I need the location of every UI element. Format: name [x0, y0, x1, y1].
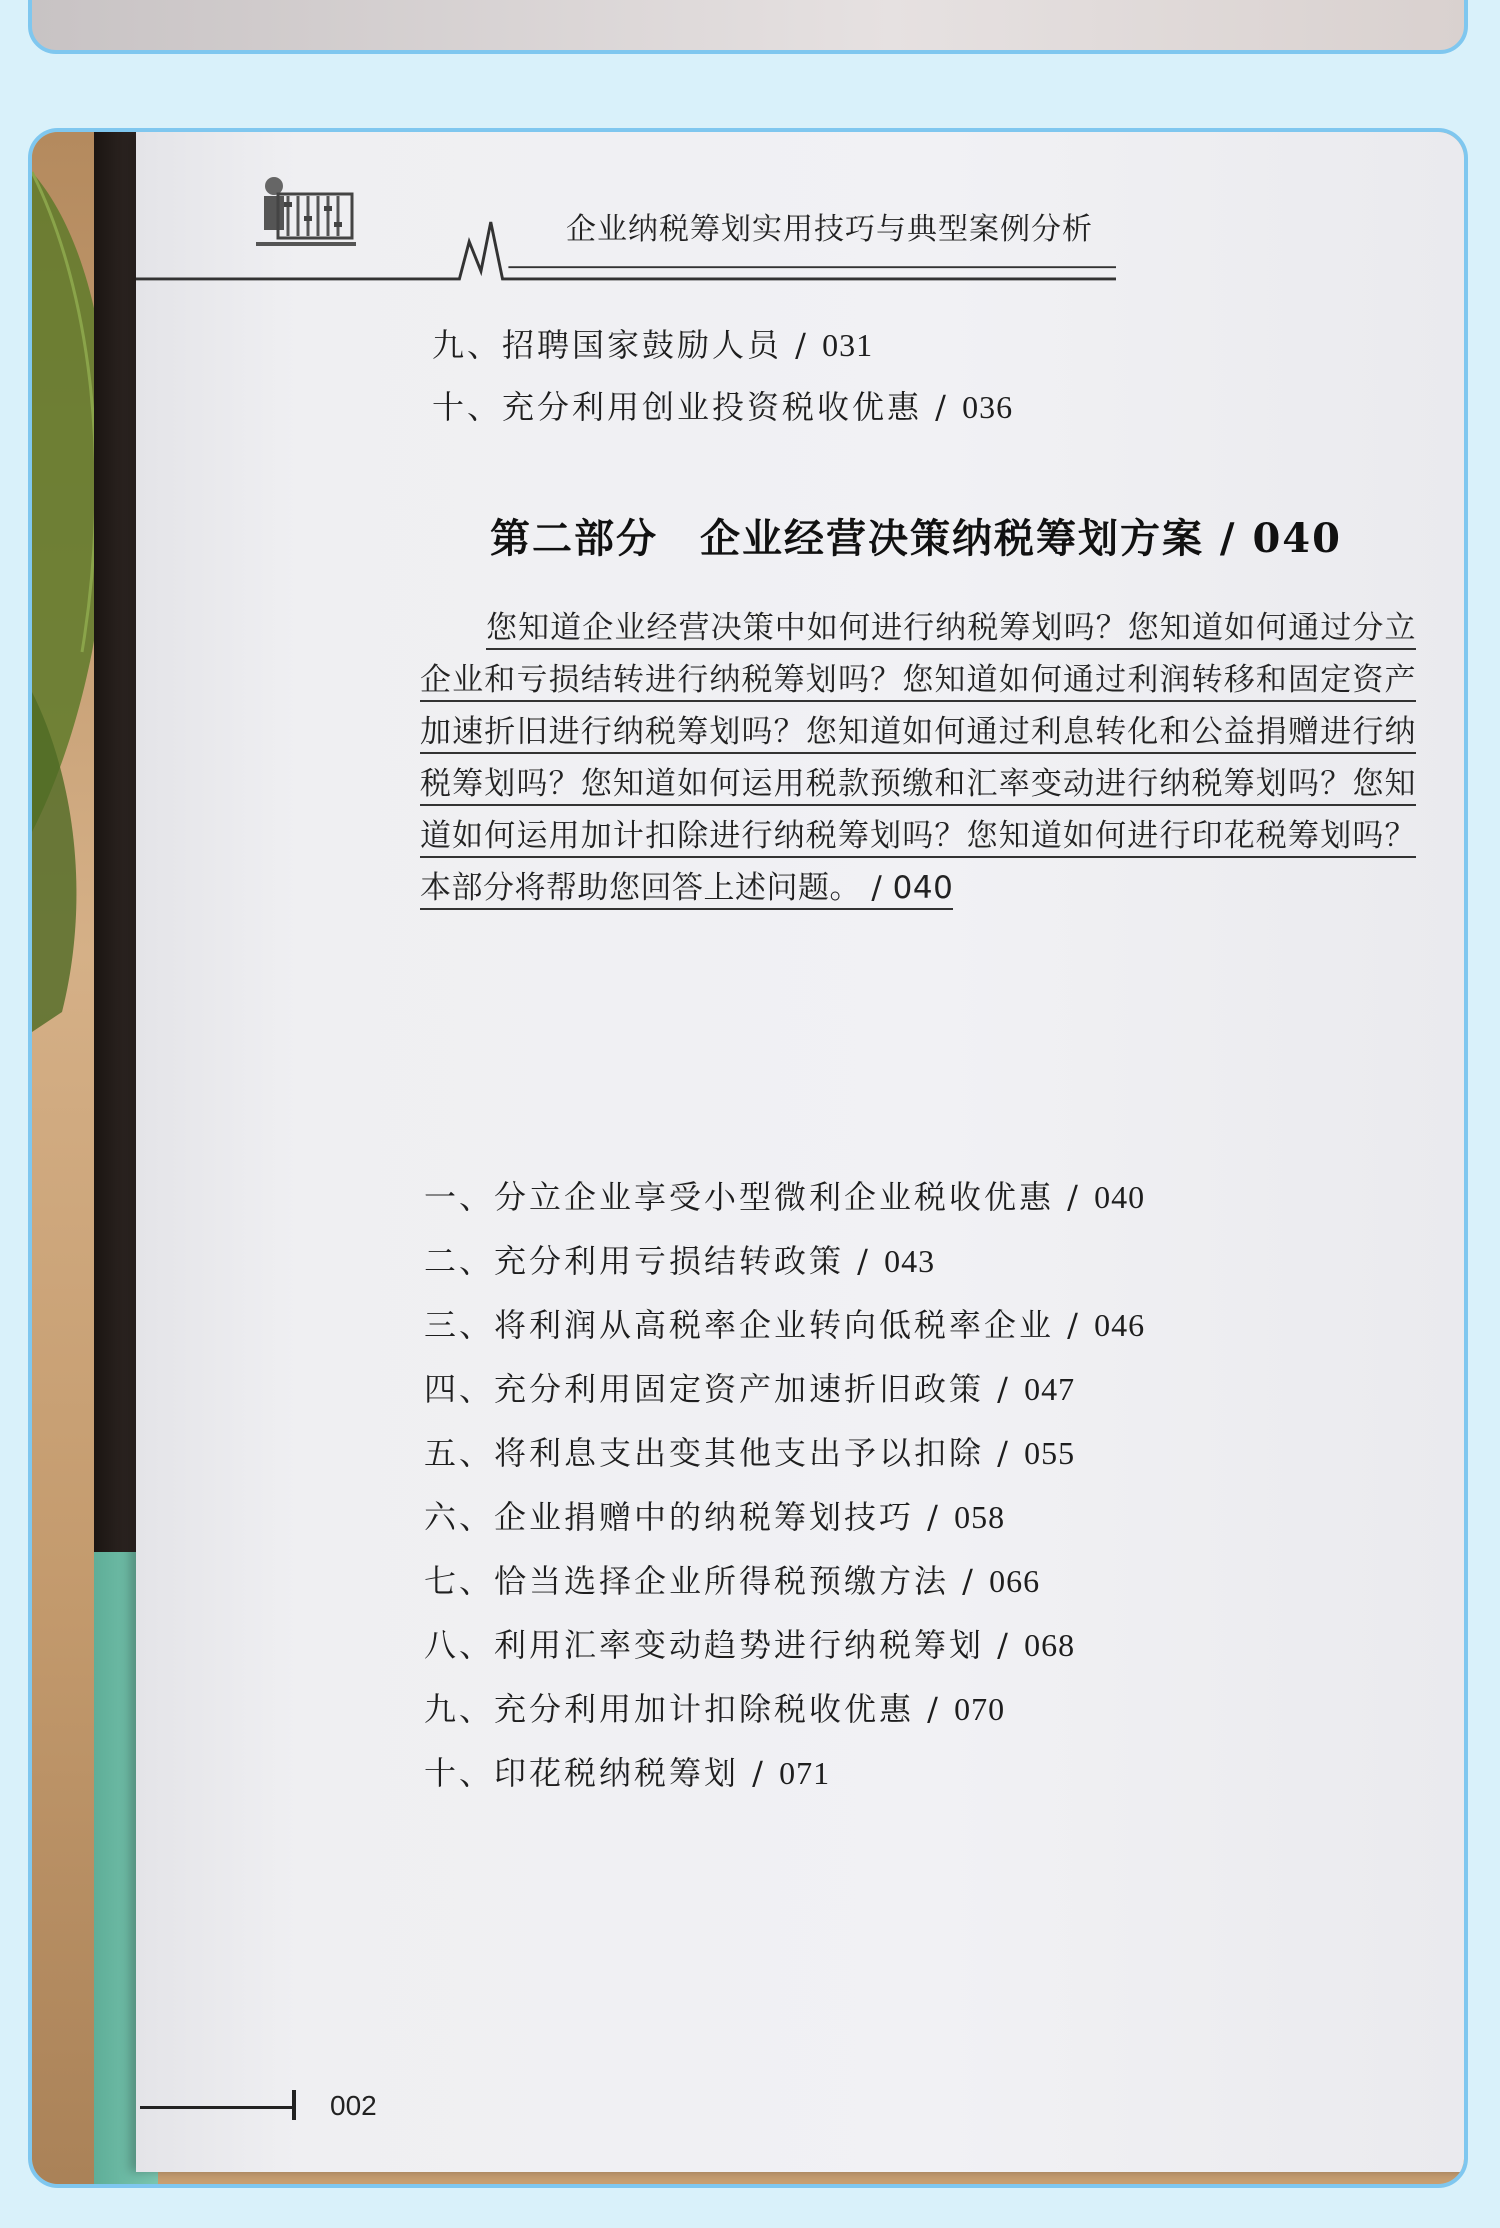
toc-entry-page: 066: [989, 1563, 1041, 1599]
page-number: 002: [330, 2090, 377, 2121]
footer-rule: [140, 2106, 296, 2109]
toc-entry-page: 031: [822, 327, 874, 363]
toc-entry-text: 十、充分利用创业投资税收优惠 /: [432, 388, 963, 426]
footer-rule-tick: [292, 2090, 296, 2120]
top-card-strip: [28, 0, 1468, 54]
toc-entry: [424, 1748, 830, 1794]
part-two-intro-text: 您知道企业经营决策中如何进行纳税筹划吗？您知道如何通过分立企业和亏损结转进行纳税筹划吗？您知道如何通过利润转移和固定资产加速折旧进行纳税筹划吗？您知道如何通过利息转化和公益捐赠进行纳税筹划吗？您知道如何运用税款预缴和汇率变动进行纳税筹划吗？您知道如何运用加计扣除进行纳税筹划吗？您知道如何进行印花税筹划吗？本部分将帮助您回答上述问题。 / 040: [420, 610, 1416, 910]
toc-entry: [424, 1556, 1040, 1602]
toc-entry: [424, 1620, 1075, 1666]
toc-entry-page: 068: [1024, 1627, 1076, 1663]
toc-entry-text: 五、将利息支出变其他支出予以扣除 /: [424, 1434, 1025, 1472]
toc-entry-page: 058: [954, 1499, 1006, 1535]
toc-entry-text: 一、分立企业享受小型微利企业税收优惠 /: [424, 1178, 1095, 1216]
running-header-title: 企业纳税筹划实用技巧与典型案例分析: [566, 212, 1093, 247]
toc-entry-text: 三、将利润从高税率企业转向低税率企业 /: [424, 1306, 1095, 1344]
toc-entry: [424, 1684, 1005, 1730]
part-two-intro: [420, 602, 1416, 914]
toc-entry-text: 四、充分利用固定资产加速折旧政策 /: [424, 1370, 1025, 1408]
toc-entry-page: 036: [962, 389, 1014, 425]
toc-entry-page: 070: [954, 1691, 1006, 1727]
toc-entry: [424, 1428, 1075, 1474]
toc-entry: [432, 320, 873, 366]
toc-entry-text: 八、利用汇率变动趋势进行纳税筹划 /: [424, 1626, 1025, 1664]
toc-entry-page: 043: [884, 1243, 936, 1279]
toc-entry: [424, 1300, 1145, 1346]
toc-entry-text: 二、充分利用亏损结转政策 /: [424, 1242, 885, 1280]
toc-entry: [424, 1364, 1075, 1410]
toc-entry-text: 十、印花税纳税筹划 /: [424, 1754, 780, 1792]
toc-entry: [424, 1172, 1145, 1218]
book-page: [136, 132, 1468, 2172]
toc-entry: [432, 382, 1013, 428]
toc-entry-text: 九、招聘国家鼓励人员 /: [432, 326, 823, 364]
toc-entry-text: 七、恰当选择企业所得税预缴方法 /: [424, 1562, 990, 1600]
toc-entry-page: 047: [1024, 1371, 1076, 1407]
toc-entry-page: 055: [1024, 1435, 1076, 1471]
part-two-title: 第二部分 企业经营决策纳税筹划方案 / 040: [490, 515, 1342, 562]
toc-entry-text: 九、充分利用加计扣除税收优惠 /: [424, 1690, 955, 1728]
toc-entry-page: 040: [1094, 1179, 1146, 1215]
toc-entry-text: 六、企业捐赠中的纳税筹划技巧 /: [424, 1498, 955, 1536]
toc-entry: [424, 1236, 935, 1282]
toc-entry-page: 046: [1094, 1307, 1146, 1343]
book-photo: [28, 128, 1468, 2188]
toc-entry: [424, 1492, 1005, 1538]
toc-entry-page: 071: [779, 1755, 831, 1791]
